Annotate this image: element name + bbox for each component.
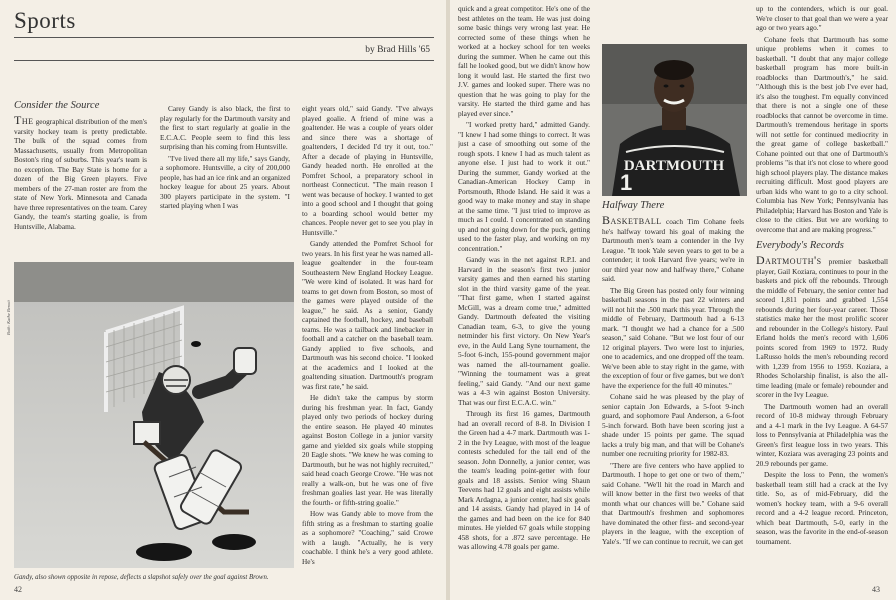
- jersey-number: 1: [620, 170, 633, 195]
- article-col-2: [160, 104, 290, 213]
- article-col-3: [302, 104, 433, 582]
- dropcap-word: Basketball: [602, 216, 662, 227]
- paragraph: premier basketball player, Gail Koziara, continues to pour in the baskets and pick off the rebounds. Through the middle of February, the senior center had scored 1,811 points and grabbed 1,554 rebounds during her four-year career. Those statistics make her the most prolific scorer and rebounder in the College's history. Paul Erland holds the men's record with 1,606 points scored from 1969 to 1972. Rudy LaRusso holds the men's rebounding record with 1,239 from 1956 to 1959. Koziara, a Rhodes Scholarship finalist, is also the all-time leading (male or female) rebounder and scorer in the Ivy League.: [756, 257, 888, 399]
- paragraph: "I've lived there all my life," says Gandy, a sophomore. Huntsville, a city of 200,000 people, has had an ice rink and an organized hockey league for about 25 years. About 300 players participate in the system. "I started playing when I was: [160, 153, 290, 210]
- paragraph: "I worked pretty hard," admitted Gandy. "I knew I had some things to correct. It was just a case of smoothing out some of the rough spots. I knew I had as much talent as anyone else. I just had to work it out." During the summer, Gandy worked at the Canadian-American Hockey Camp in Portsmouth, Rhode Island. He said it was a good way to make money and stay in shape at the same time. "I just tried to improve as much as I could. I concentrated on standing up and not going down for the puck, getting used to the faster play, and working on my concentration.": [458, 120, 590, 253]
- paragraph: geographical distribution of the men's varsity hockey team is pretty predictable. The bulk of the squad comes from Massachusetts, usually from Metropolitan Boston's ring of suburbs. This year's team is no exception. The Bay State is home for a dozen of the Big Green players. Five members of the 27-man roster are from the state of New York. Minnesota and Canada have three representatives on the team. Carey Gandy, the team's starting goalie, is from Huntsville, Alabama.: [14, 117, 147, 231]
- article-col-7: [756, 256, 888, 584]
- paragraph: The Dartmouth women had an overall record of 10-8 midway through February and a 4-1 mark in the Ivy League. A 64-57 loss to Pennsylvania at Philadelphia was the Green's first league loss in two years. This winter, Koziara was averaging 23 points and 20.9 rebounds per game.: [756, 401, 888, 468]
- section-title: Sports: [14, 8, 76, 33]
- hockey-goalie-photo: [14, 262, 294, 568]
- paragraph: eight years old," said Gandy. "I've always played goalie. A friend of mine was a goaltender. He was a couple of years older and since there was a shortage of goaltenders, I decided I'd try it out, too." After a decade of playing in Huntsville, Gandy headed north. He enrolled at the Pomfret School, a preparatory school in northeast Connecticut. "The main reason I went was because of hockey. I wanted to get into a good school and I thought that going to a boarding school would better my chances. People never get to see you play in Huntsville.": [302, 104, 433, 237]
- byline: by Brad Hills '65: [365, 45, 430, 55]
- paragraph: quick and a great competitor. He's one of the best athletes on the team. He was just doing some basic things very wrong last year. He corrected some of these things when he worked at a hockey school for ten weeks during the summer. When he came out this fall he looked good, but we didn't know how long it would last. He started the first two J.V. games and looked super. There was no question that he was going to play for the varsity. He started the third game and has played ever since.": [458, 4, 590, 118]
- subhead-halfway-there: Halfway There: [602, 200, 665, 211]
- title-rule: [14, 37, 434, 38]
- photo-caption: Gandy, also shown opposite in repose, deflects a slapshot safely over the goal against Brown.: [14, 574, 269, 581]
- article-col-1: [14, 113, 147, 233]
- paragraph: "There are five centers who have applied to Dartmouth. I hope to get one or two of them," said Cohane. "We'll hit the road in March and will know better in the first two weeks of that month what our chances will be." Cohane said that Dartmouth's freshmen and sophomores have dominated the other first- and second-year players in the league, with the exception of Yale's. "If we can continue to recruit, we can get: [602, 460, 744, 546]
- paragraph: He didn't take the campus by storm during his freshman year. In fact, Gandy played only two periods of hockey during the entire season. He played 40 minutes against Boston College in a junior varsity game and yielded six goals while stopping 20 Eagle shots. "We knew he was coming to Dartmouth, but he was not highly recruited," said head coach George Crowe. "He was not really a walk-on, but he was one of five freshman goalies last year. He was literally the fourth- or fifth-string goalie.": [302, 393, 433, 507]
- paragraph: Through its first 16 games, Dartmouth had an overall record of 8-8. In Division I the Green had a 4-7 mark. Dartmouth was 1-2 in the Ivy League, with most of the league contests scheduled for the tail end of the season. John Donnelly, a junior center, was the team's leading point-getter with four goals and 18 assists. Senior wing Shaun Teevens had 12 goals and eight assists while Mark Ardagna, a junior center, had six goals and 14 assists. Gandy had played in 14 of the games and had been on the ice for 840 minutes. He yielded 67 goals while stopping 458 shots, for a .872 save percentage. He was allowing 4.78 goals per game.: [458, 409, 590, 551]
- photo-credit: Both: Kathe Benoit: [6, 300, 11, 335]
- paragraph: Gandy attended the Pomfret School for two years. In his first year he was named all-league goaltender in the four-team Southeastern New England Hockey League. "We were kind of isolated. It was hard for teams to get down from Boston, so most of the games were played outside of the league," he said. As a senior, Gandy captained the football, hockey, and baseball teams. He was a tailback and linebacker in football and a catcher on the baseball team. Gandy applied to five schools, and Dartmouth was his second choice. "I looked at the academics and I looked at the goaltending situation. Dartmouth's program was first rate," he said.: [302, 239, 433, 391]
- byline-rule: [14, 60, 434, 61]
- article-col-4: [458, 4, 590, 582]
- page-number: 42: [14, 585, 22, 594]
- dropcap-word: The: [14, 113, 34, 127]
- gandy-portrait-photo: [602, 44, 747, 196]
- paragraph: Cohane feels that Dartmouth has some unique problems when it comes to basketball. "I doubt that any major college basketball program has more built-in roadblocks than Dartmouth's," he said. "Although this is the best job I've ever had, it's also the toughest. I'm equally convinced that there is not a single one of these roadblocks that cannot be overcome in time. Dartmouth's tremendous heritage in sports will not settle for continued mediocrity in the great game of college basketball." Cohane pointed out that one of Dartmouth's problems "is that it's not close to where good high school players play. The distance makes recruiting difficult. Most good players are urban kids who want to go to a city school. Columbia has New York; Pennsylvania has Philadelphia; Harvard has Boston and Yale is close to the cities. But we are working to overcome that and are making progress.": [756, 34, 888, 234]
- subhead-everybodys-records: Everybody's Records: [756, 240, 844, 251]
- article-col-6: [756, 4, 888, 236]
- paragraph: up to the contenders, which is our goal. We're closer to that goal than we were a year ago or two years ago.": [756, 4, 888, 32]
- paragraph: How was Gandy able to move from the fifth string as a freshman to starting goalie as a sophomore? "Coaching," said Crowe with a laugh. "Actually, he is very coachable. I think he's a very good athlete. He's: [302, 509, 433, 566]
- right-page: [450, 0, 896, 600]
- dropcap-word: Dartmouth's: [756, 256, 822, 267]
- article-col-5: [602, 216, 744, 584]
- paragraph: Carey Gandy is also black, the first to play regularly for the Dartmouth varsity and the first to start regularly at goalie in the E.C.A.C. People seem to find this less surprising than his coming from Huntsville.: [160, 104, 290, 151]
- subhead-consider-the-source: Consider the Source: [14, 100, 100, 111]
- page-number: 43: [872, 585, 880, 594]
- paragraph: coach Tim Cohane feels he's halfway toward his goal of making the Dartmouth men's team a contender in the Ivy League. "It took Yale seven years to get to be a contender; it took Harvard five years; we're in our third year now and halfway there," Cohane said.: [602, 217, 744, 283]
- paragraph: Gandy was in the net against R.P.I. and Harvard in the season's first two junior varsity games and then earned his starting slot in the third varsity game of the year. "That first game, when I started against McGill, was a dream come true," admitted Gandy. Dartmouth defeated the visiting Canadian team, 6-3, to give the young netminder his first victory. On New Year's eve, in the Auld Lang Syne tournament, the 5-foot 6-inch, 155-pound government major was named the all-tournament goalie. "Winning the tournament was a great feeling," said Gandy. "And our next game was a 4-3 win against Boston University. That was our first E.C.A.C. win.": [458, 255, 590, 407]
- jersey-lettering: DARTMOUTH: [623, 158, 725, 174]
- paragraph: The Big Green has posted only four winning basketball seasons in the past 22 winters and will not hit the .500 mark this year. Through the middle of February, Dartmouth had a 6-13 mark. "I thought we had a chance for a .500 season," said Cohane. "But we lost four of our 12 original players. Two were lost to injuries, one to academics, and one dropped off the team. We've been able to stay right in the game, with the exception of four or five games, but we don't have the experience for the full 40 minutes.": [602, 285, 744, 390]
- paragraph: Despite the loss to Penn, the women's basketball team still had a crack at the Ivy title. So, as of mid-February, did the women's hockey team, with a 9-6 overall record and a 4-2 league record. Princeton, which beat Dartmouth, 5-0, early in the season, was the favorite in the end-of-season tournament.: [756, 470, 888, 546]
- left-page: [0, 0, 446, 600]
- paragraph: Cohane said he was pleased by the play of senior captain Jon Edwards, a 5-foot 9-inch guard, and sophomore Paul Anderson, a 6-foot 5-inch forward. Both have been scoring just a shade under 15 points per game. The squad lacks a truly big man, and that will be Cohane's number one recruiting priority for 1982-83.: [602, 392, 744, 458]
